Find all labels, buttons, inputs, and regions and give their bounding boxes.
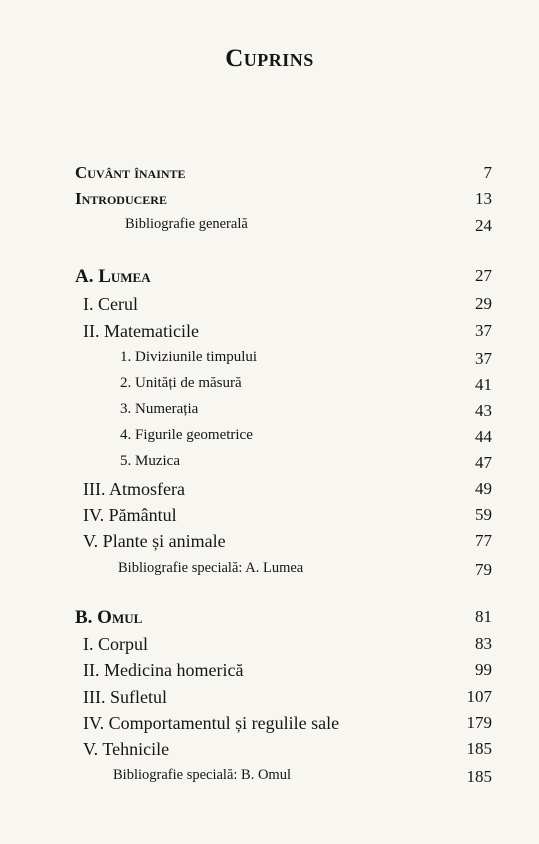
toc-entry-label: IV. Pământul bbox=[83, 505, 177, 525]
toc-entry-page: 179 bbox=[466, 713, 492, 732]
toc-entry-label: 3. Numerația bbox=[120, 401, 199, 417]
toc-entry-label: II. Medicina homerică bbox=[83, 660, 244, 680]
toc-entry-page: 27 bbox=[475, 266, 492, 285]
toc-entry-label: V. Tehnicile bbox=[83, 739, 170, 759]
toc-entry-label: III. Sufletul bbox=[83, 687, 167, 707]
toc-entry-page: 99 bbox=[475, 660, 492, 679]
toc-entry-page: 37 bbox=[475, 321, 492, 340]
toc-entry-page: 37 bbox=[475, 349, 492, 368]
toc-entry-label: V. Plante și animale bbox=[83, 531, 226, 551]
toc-entry-page: 41 bbox=[475, 375, 492, 394]
toc-entry-page: 59 bbox=[475, 505, 492, 524]
toc-entry-page: 107 bbox=[466, 687, 492, 706]
toc-entry-page: 49 bbox=[475, 479, 492, 498]
page-title: Cuprins bbox=[225, 45, 314, 72]
toc-entry-page: 77 bbox=[475, 531, 492, 550]
toc-entry-page: 29 bbox=[475, 294, 492, 313]
toc-entry-label: 1. Diviziunile timpului bbox=[120, 349, 258, 365]
toc-entry-label: Bibliografie generală bbox=[125, 216, 248, 232]
toc-entry-page: 24 bbox=[475, 216, 492, 235]
toc-section-label: A. Lumea bbox=[75, 266, 151, 287]
toc-entry-label: I. Corpul bbox=[83, 634, 148, 654]
toc-entry-label: I. Cerul bbox=[83, 294, 138, 314]
toc-entry-page: 81 bbox=[475, 607, 492, 626]
toc-entry-page: 185 bbox=[466, 767, 492, 786]
toc-section-label: B. Omul bbox=[75, 607, 143, 628]
toc-entry-label: IV. Comportamentul și regulile sale bbox=[83, 713, 340, 733]
toc-entry-page: 83 bbox=[475, 634, 492, 653]
toc-entry-label: Cuvânt înainte bbox=[75, 163, 186, 182]
toc-entry-page: 47 bbox=[475, 453, 492, 472]
toc-entry-page: 185 bbox=[466, 739, 492, 758]
toc-entry-label: Bibliografie specială: A. Lumea bbox=[118, 560, 304, 576]
toc-entry-label: 5. Muzica bbox=[120, 453, 180, 469]
toc-entry-page: 79 bbox=[475, 560, 492, 579]
toc-entry-label: 4. Figurile geometrice bbox=[120, 427, 253, 443]
toc-entry-label: II. Matematicile bbox=[83, 321, 199, 341]
toc-entry-label: III. Atmosfera bbox=[83, 479, 185, 499]
toc-entry-page: 44 bbox=[475, 427, 492, 446]
toc-entry-label: Introducere bbox=[75, 189, 167, 208]
toc-entry-page: 7 bbox=[483, 163, 492, 182]
toc-entry-page: 43 bbox=[475, 401, 492, 420]
toc-entry-label: Bibliografie specială: B. Omul bbox=[113, 767, 291, 783]
toc-entry-page: 13 bbox=[475, 189, 492, 208]
toc-entry-label: 2. Unități de măsură bbox=[120, 375, 242, 391]
